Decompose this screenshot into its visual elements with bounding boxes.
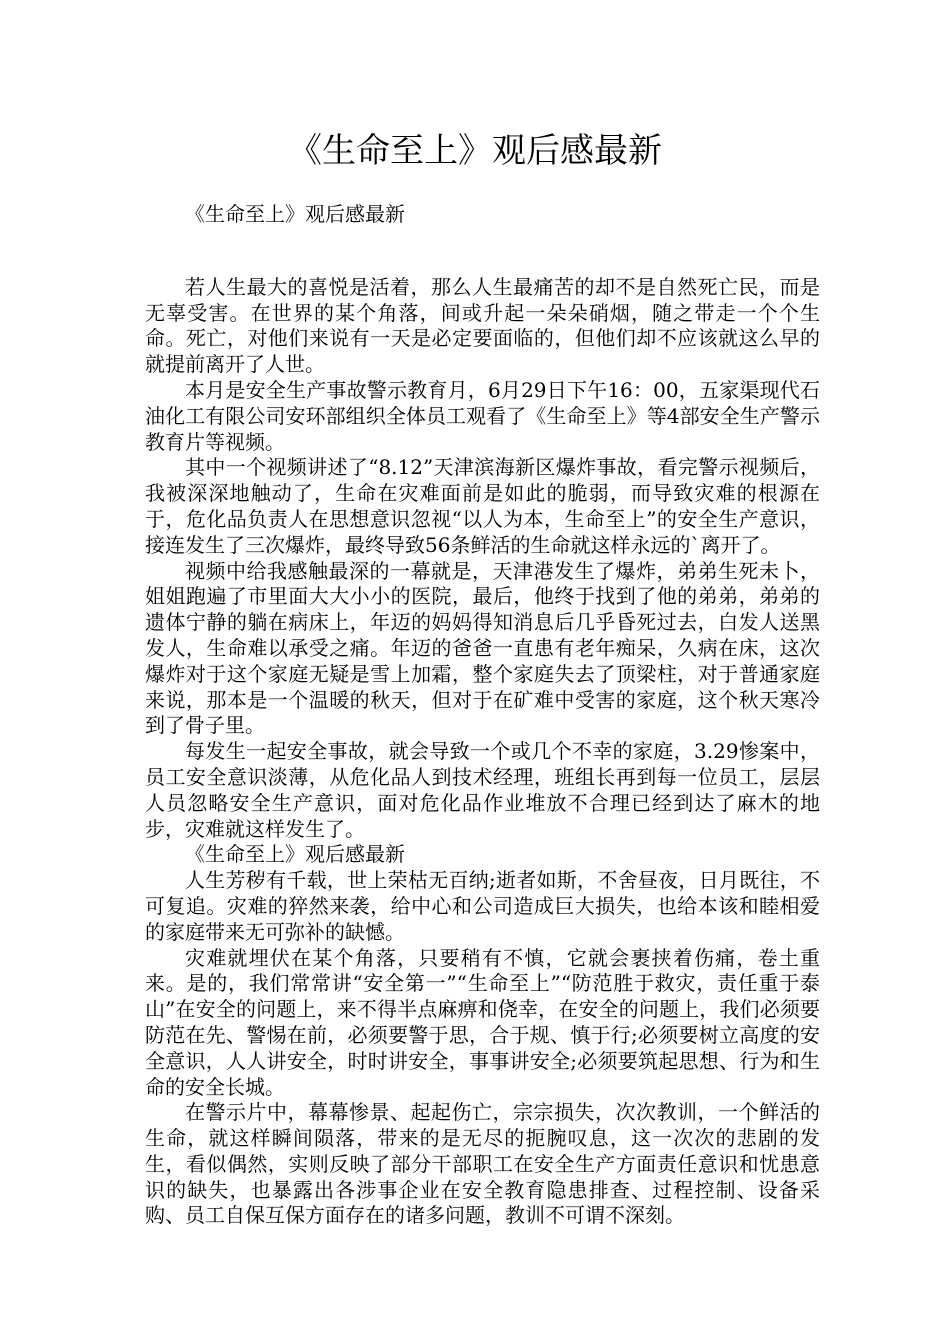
paragraph-8: 在警示片中，幕幕惨景、起起伤亡，宗宗损失，次次教训，一个鲜活的生命，就这样瞬间陨落，带来的是无尽的扼腕叹息，这一次次的悲剧的发生，看似偶然，实则反映了部分干部职工在安全生产方面责任意识和忧患意识的缺失，也暴露出各涉事企业在安全教育隐患排查、过程控制、设备采购、员工自保互保方面存在的诸多问题，教训不可谓不深刻。 — [145, 1100, 820, 1228]
paragraph-6: 人生芳秽有千载，世上荣枯无百纳;逝者如斯，不舍昼夜，日月既往，不可复追。灾难的猝然来袭，给中心和公司造成巨大损失，也给本该和睦相爱的家庭带来无可弥补的缺憾。 — [145, 868, 820, 944]
document-subtitle: 《生命至上》观后感最新 — [185, 202, 405, 226]
section-heading: 《生命至上》观后感最新 — [185, 842, 405, 867]
document-title: 《生命至上》观后感最新 — [288, 131, 662, 171]
paragraph-1: 若人生最大的喜悦是活着，那么人生最痛苦的却不是自然死亡民，而是无辜受害。在世界的某个角落，间或升起一朵朵硝烟，随之带走一个个生命。死亡，对他们来说有一天是必定要面临的，但他们却不应该就这么早的就提前离开了人世。 — [145, 274, 820, 377]
paragraph-7: 灾难就埋伏在某个角落，只要稍有不慎，它就会裹挟着伤痛，卷土重来。是的，我们常常讲“安全第一”“生命至上”“防范胜于救灾，责任重于泰山”在安全的问题上，来不得半点麻痹和侥幸，在安全的问题上，我们必须要防范在先、警惕在前，必须要警于思，合于规、慎于行;必须要树立高度的安全意识，人人讲安全，时时讲安全，事事讲安全;必须要筑起思想、行为和生命的安全长城。 — [145, 945, 820, 1099]
paragraph-5: 每发生一起安全事故，就会导致一个或几个不幸的家庭，3.29惨案中，员工安全意识淡薄，从危化品人到技术经理，班组长再到每一位员工，层层人员忽略安全生产意识，面对危化品作业堆放不合理已经到达了麻木的地步，灾难就这样发生了。 — [145, 739, 820, 841]
document-body — [145, 202, 820, 1229]
paragraph-4: 视频中给我感触最深的一幕就是，天津港发生了爆炸，弟弟生死未卜，姐姐跑遍了市里面大大小小的医院，最后，他终于找到了他的弟弟，弟弟的遗体宁静的躺在病床上，年迈的妈妈得知消息后几乎昏死过去，白发人送黑发人，生命难以承受之痛。年迈的爸爸一直患有老年痴呆，久病在床，这次爆炸对于这个家庭无疑是雪上加霜，整个家庭失去了顶梁柱，对于普通家庭来说，那本是一个温暖的秋天，但对于在矿难中受害的家庭，这个秋天寒冷到了骨子里。 — [145, 558, 820, 738]
paragraph-3: 其中一个视频讲述了“8.12”天津滨海新区爆炸事故，看完警示视频后，我被深深地触动了，生命在灾难面前是如此的脆弱，而导致灾难的根源在于，危化品负责人在思想意识忽视“以人为本，生命至上”的安全生产意识，接连发生了三次爆炸，最终导致56条鲜活的生命就这样永远的`离开了。 — [145, 455, 820, 557]
paragraph-2: 本月是安全生产事故警示教育月，6月29日下午16：00，五家渠现代石油化工有限公司安环部组织全体员工观看了《生命至上》等4部安全生产警示教育片等视频。 — [145, 377, 820, 454]
